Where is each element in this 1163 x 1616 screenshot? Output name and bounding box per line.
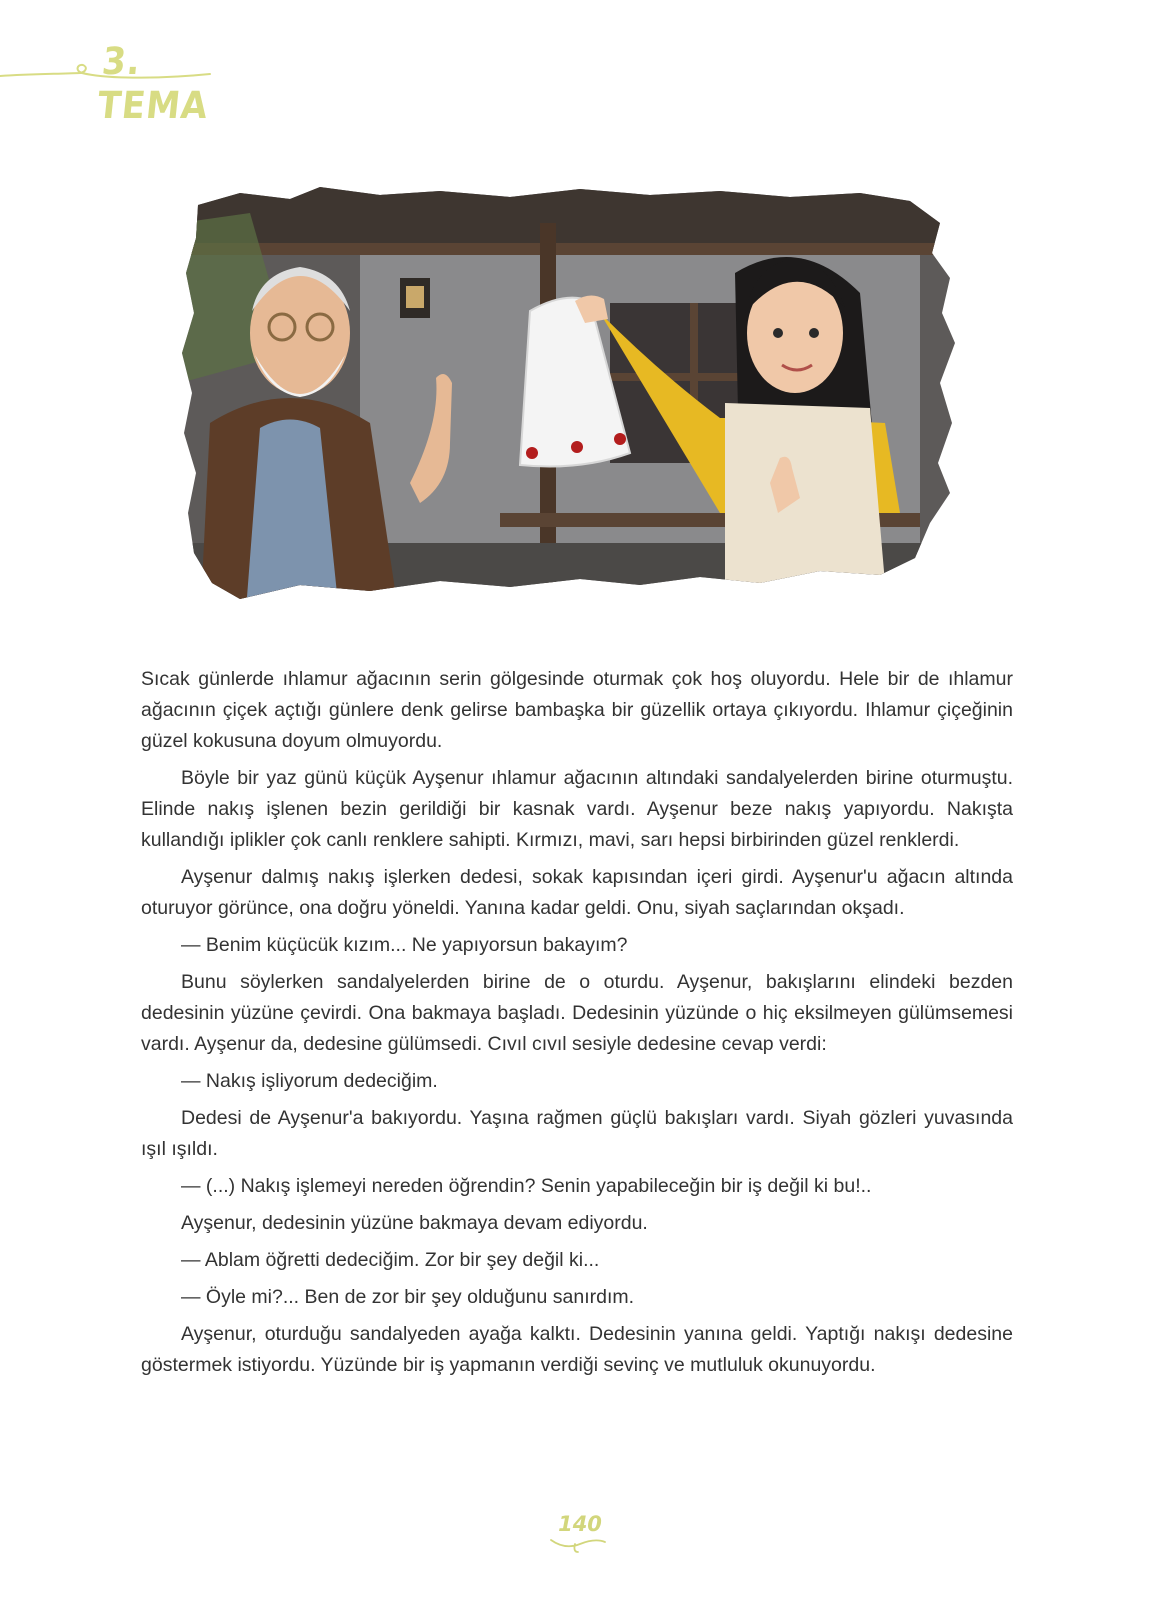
story-paragraph: Böyle bir yaz günü küçük Ayşenur ıhlamur ağacının altındaki sandalyelerden birine oturmuştu. Elinde nakış işlenen bezin gerildiği bir kasnak vardı. Ayşenur beze nakış yapıyordu. Nakışta kullandığı iplikler çok canlı renklere sahipti. Kırmızı, mavi, sarı hepsi birbirinden güzel renklerdi. [141,767,1013,851]
dialogue-line: — (...) Nakış işlemeyi nereden öğrendin? Senin yapabileceğin bir iş değil ki bu!.. [181,1175,872,1197]
theme-header [0,40,230,128]
story-illustration [180,183,980,623]
theme-title: 3. TEMA [95,40,211,128]
page-number-label: 140 [558,1512,602,1536]
story-paragraph: Sıcak günlerde ıhlamur ağacının serin gölgesinde oturmak çok hoş oluyordu. Hele bir de ıhlamur ağacının çiçek açtığı günlere denk gelirse bambaşka bir güzellik ortaya çıkıyordu. Ihlamur çiçeğinin güzel kokusuna doyum olmuyordu. [141,668,1013,752]
story-paragraph: Ayşenur, oturduğu sandalyeden ayağa kalktı. Dedesinin yanına geldi. Yaptığı nakışı dedesine göstermek istiyordu. Yüzünde bir iş yapmanın verdiği sevinç ve mutluluk okunuyordu. [141,1323,1013,1376]
story-text [141,664,1013,1387]
story-paragraph: Dedesi de Ayşenur'a bakıyordu. Yaşına rağmen güçlü bakışları vardı. Siyah gözleri yuvasında ışıl ışıldı. [141,1107,1013,1160]
dialogue-line: — Ablam öğretti dedeciğim. Zor bir şey değil ki... [181,1249,600,1271]
dialogue-line: — Nakış işliyorum dedeciğim. [181,1070,438,1092]
dialogue-line: — Benim küçücük kızım... Ne yapıyorsun bakayım? [181,934,628,956]
story-paragraph: Bunu söylerken sandalyelerden birine de o oturdu. Ayşenur, bakışlarını elindeki bezden dedesinin yüzüne çevirdi. Ona bakmaya başladı. Dedesinin yüzünde o hiç eksilmeyen gülümsemesi vardı. Ayşenur da, dedesine gülümsedi. Cıvıl cıvıl sesiyle dedesine cevap verdi: [141,971,1013,1055]
page-number [545,1510,615,1560]
story-paragraph: Ayşenur dalmış nakış işlerken dedesi, sokak kapısından içeri girdi. Ayşenur'u ağacın altında oturuyor görünce, ona doğru yöneldi. Yanına kadar geldi. Onu, siyah saçlarından okşadı. [141,866,1013,919]
story-paragraph: Ayşenur, dedesinin yüzüne bakmaya devam ediyordu. [181,1212,648,1234]
dialogue-line: — Öyle mi?... Ben de zor bir şey olduğunu sanırdım. [181,1286,635,1308]
